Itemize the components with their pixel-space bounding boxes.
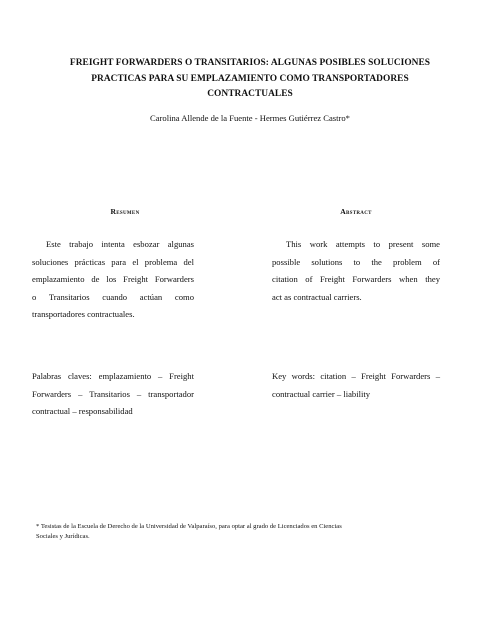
paper-title-line-1: FREIGHT FORWARDERS O TRANSITARIOS: ALGUNAS POSIBLES SOLUCIONES xyxy=(69,58,431,68)
abstract-line: act as contractual carriers. xyxy=(272,291,362,302)
authors: Carolina Allende de la Fuente - Hermes Gutiérrez Castro* xyxy=(150,113,350,123)
keywords-es-line: Forwarders – Transitarios – transportador xyxy=(32,388,194,399)
resumen-line: Este trabajo intenta esbozar algunas xyxy=(46,239,194,249)
paper-title xyxy=(60,56,440,103)
keywords-en xyxy=(272,368,440,403)
footnote-line-1: * Tesistas de la Escuela de Derecho de la Universidad de Valparaíso, para optar al grado de Licenciados en Ciencias xyxy=(36,523,342,530)
keywords-es-line: Palabras claves: emplazamiento – Freight xyxy=(32,371,194,381)
footnote xyxy=(36,522,446,542)
resumen-body xyxy=(32,236,194,324)
keywords-en-line: Key words: citation – Freight Forwarders – xyxy=(272,371,440,381)
abstract-line: This work attempts to present some xyxy=(286,239,440,249)
keywords-es-line: contractual – responsabilidad xyxy=(32,406,133,417)
resumen-line: transportadores contractuales. xyxy=(32,309,135,320)
abstract-body xyxy=(272,236,440,306)
abstract-line: citation of Freight Forwarders when they xyxy=(272,274,440,285)
paper-title-line-3: CONTRACTUALES xyxy=(207,89,293,99)
resumen-line: o Transitarios cuando actúan como xyxy=(32,291,194,302)
resumen-heading: Resumen xyxy=(110,207,140,216)
resumen-line: soluciones prácticas para el problema del xyxy=(32,256,194,267)
abstract-heading: Abstract xyxy=(340,207,372,216)
footnote-line-2: Sociales y Jurídicas. xyxy=(36,533,90,540)
keywords-es xyxy=(32,368,194,421)
keywords-en-line: contractual carrier – liability xyxy=(272,388,371,399)
resumen-line: emplazamiento de los Freight Forwarders xyxy=(32,274,194,285)
paper-title-line-2: PRACTICAS PARA SU EMPLAZAMIENTO COMO TRANSPORTADORES xyxy=(91,73,409,84)
abstract-line: possible solutions to the problem of xyxy=(272,256,440,267)
